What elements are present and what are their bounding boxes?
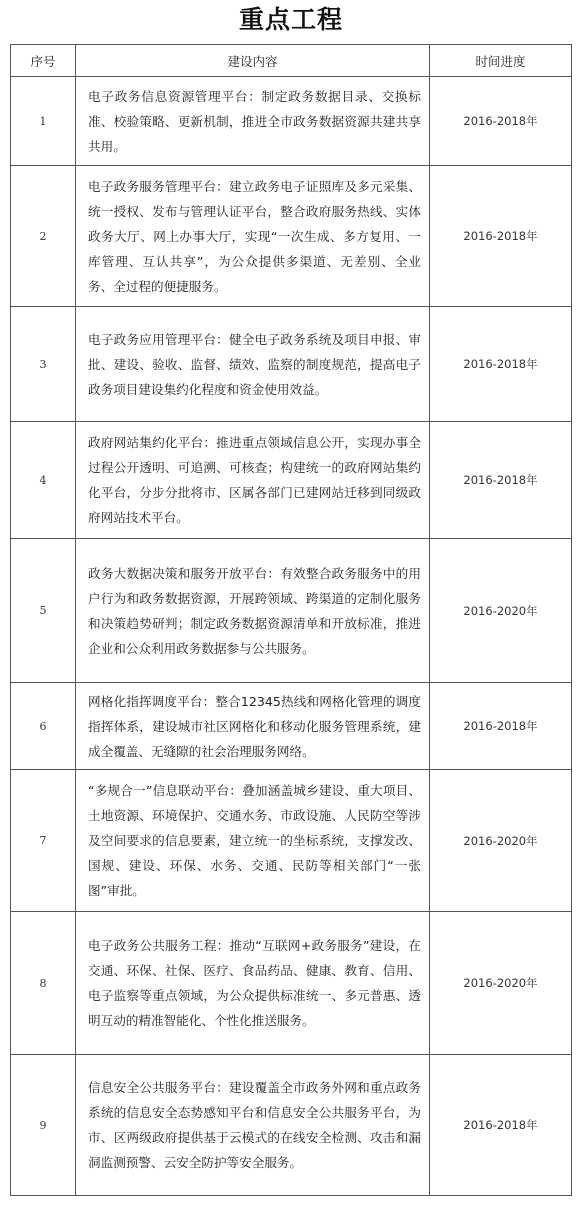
row-schedule: 2016-2018年 xyxy=(430,1055,572,1196)
key-projects-table xyxy=(10,44,572,1196)
header-schedule: 时间进度 xyxy=(430,45,572,77)
row-content: “多规合一”信息联动平台：叠加涵盖城乡建设、重大项目、土地资源、环境保护、交通水务、市政设施、人民防空等涉及空间要求的信息要素，建立统一的坐标系统，支撑发改、国规、建设、环保、水务、交通、民防等相关部门“一张图”审批。 xyxy=(76,770,430,912)
table-row xyxy=(11,539,572,683)
row-content: 政府网站集约化平台：推进重点领域信息公开，实现办事全过程公开透明、可追溯、可核查；构建统一的政府网站集约化平台，分步分批将市、区属各部门已建网站迁移到同级政府网站技术平台。 xyxy=(76,422,430,539)
row-content: 网格化指挥调度平台：整合12345热线和网格化管理的调度指挥体系，建设城市社区网格化和移动化服务管理系统，建成全覆盖、无缝隙的社会治理服务网络。 xyxy=(76,683,430,770)
row-content: 电子政务公共服务工程：推动“互联网+政务服务”建设，在交通、环保、社保、医疗、食品药品、健康、教育、信用、电子监察等重点领域，为公众提供标准统一、多元普惠、透明互动的精准智能化、个性化推送服务。 xyxy=(76,912,430,1055)
row-schedule: 2016-2018年 xyxy=(430,166,572,307)
table-row xyxy=(11,307,572,422)
row-number: 8 xyxy=(11,912,76,1055)
table-row xyxy=(11,912,572,1055)
row-schedule: 2016-2020年 xyxy=(430,770,572,912)
row-content: 电子政务信息资源管理平台：制定政务数据目录、交换标准、校验策略、更新机制，推进全市政务数据资源共建共享共用。 xyxy=(76,77,430,166)
table-row xyxy=(11,770,572,912)
table-row xyxy=(11,77,572,166)
row-number: 9 xyxy=(11,1055,76,1196)
row-number: 3 xyxy=(11,307,76,422)
row-number: 4 xyxy=(11,422,76,539)
row-number: 2 xyxy=(11,166,76,307)
header-serial-number: 序号 xyxy=(11,45,76,77)
row-schedule: 2016-2018年 xyxy=(430,77,572,166)
row-number: 5 xyxy=(11,539,76,683)
table-row xyxy=(11,166,572,307)
row-schedule: 2016-2018年 xyxy=(430,422,572,539)
row-content: 信息安全公共服务平台：建设覆盖全市政务外网和重点政务系统的信息安全态势感知平台和信息安全公共服务平台，为市、区两级政府提供基于云模式的在线安全检测、攻击和漏洞监测预警、云安全防护等安全服务。 xyxy=(76,1055,430,1196)
row-content: 电子政务应用管理平台：健全电子政务系统及项目申报、审批、建设、验收、监督、绩效、监察的制度规范，提高电子政务项目建设集约化程度和资金使用效益。 xyxy=(76,307,430,422)
row-content: 电子政务服务管理平台：建立政务电子证照库及多元采集、统一授权、发布与管理认证平台，整合政府服务热线、实体政务大厅、网上办事大厅，实现“一次生成、多方复用、一库管理、互认共享”，为公众提供多渠道、无差别、全业务、全过程的便捷服务。 xyxy=(76,166,430,307)
table-row xyxy=(11,422,572,539)
header-construction-content: 建设内容 xyxy=(76,45,430,77)
row-content: 政务大数据决策和服务开放平台：有效整合政务服务中的用户行为和政务数据资源，开展跨领域、跨渠道的定制化服务和决策趋势研判；制定政务数据资源清单和开放标准，推进企业和公众利用政务数据参与公共服务。 xyxy=(76,539,430,683)
row-number: 6 xyxy=(11,683,76,770)
row-number: 7 xyxy=(11,770,76,912)
table-header-row xyxy=(11,45,572,77)
table-row xyxy=(11,683,572,770)
row-schedule: 2016-2020年 xyxy=(430,539,572,683)
row-schedule: 2016-2020年 xyxy=(430,912,572,1055)
row-schedule: 2016-2018年 xyxy=(430,683,572,770)
page-title: 重点工程 xyxy=(238,5,343,34)
table-row xyxy=(11,1055,572,1196)
row-number: 1 xyxy=(11,77,76,166)
row-schedule: 2016-2018年 xyxy=(430,307,572,422)
